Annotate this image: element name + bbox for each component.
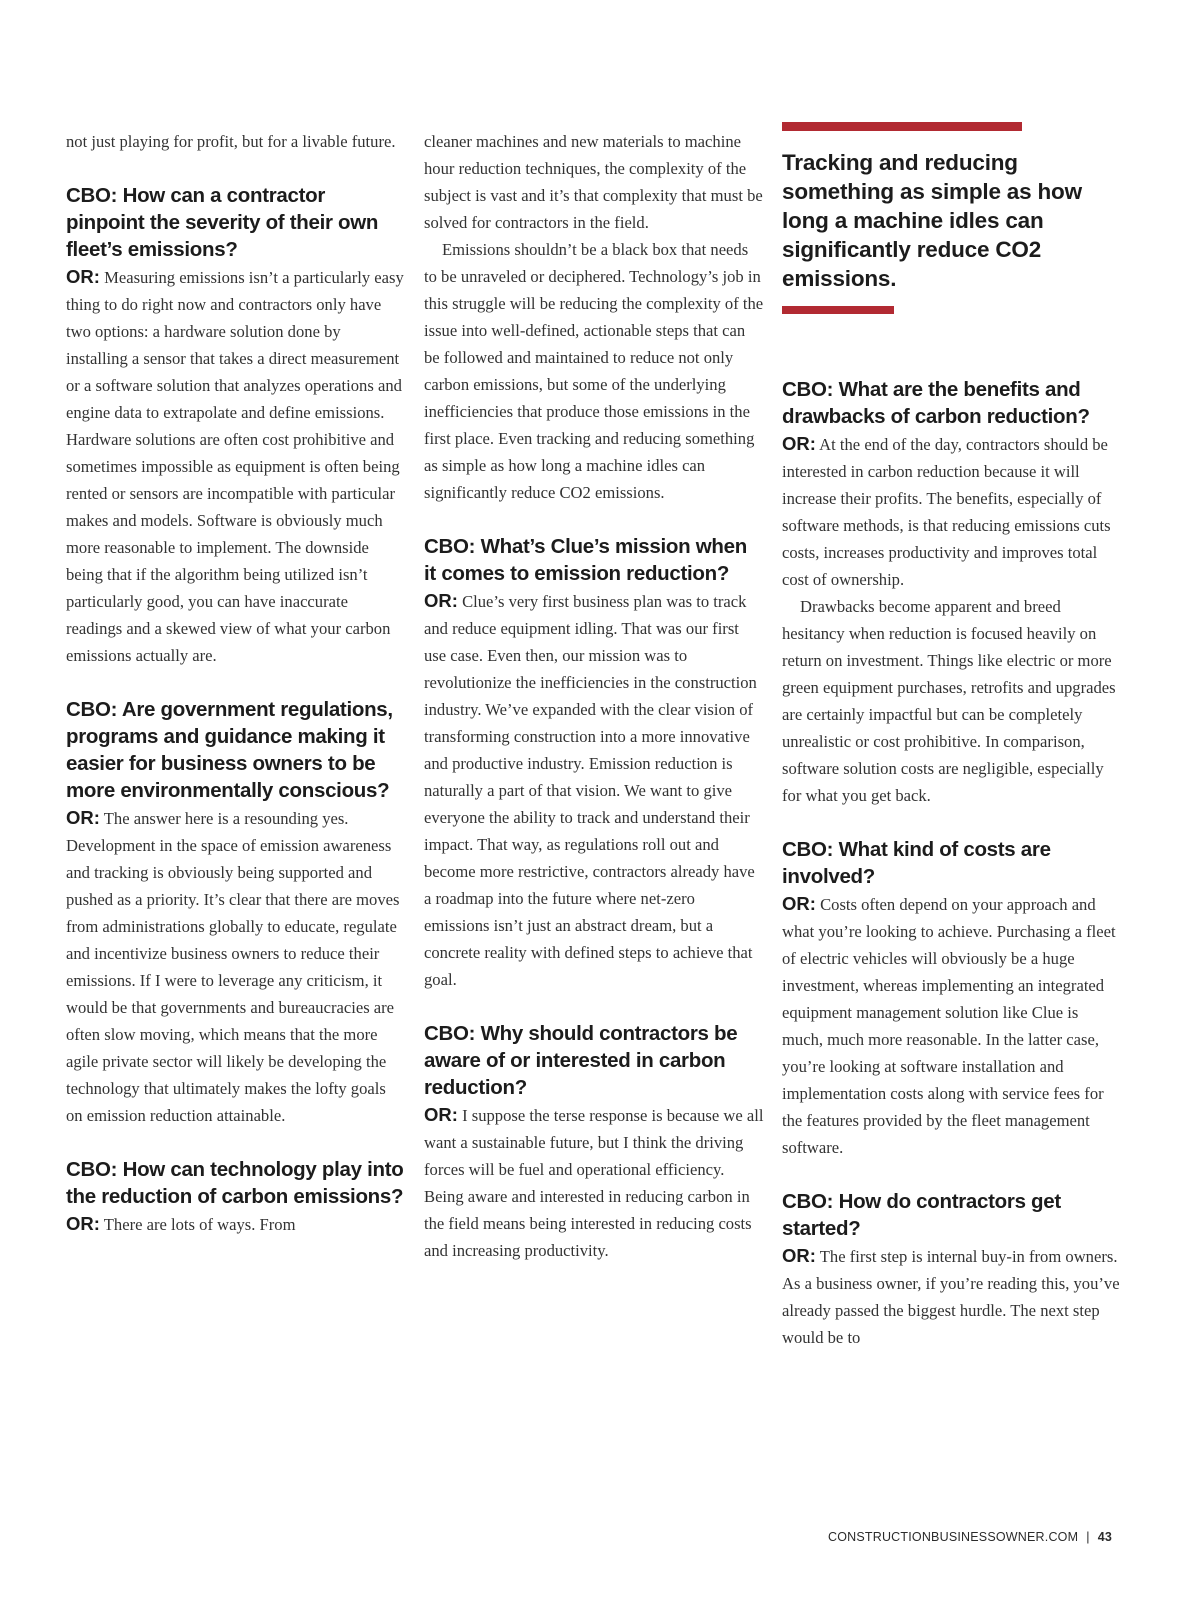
- answer-get-started: [782, 1242, 1122, 1351]
- question-costs: CBO: What kind of costs are involved?: [782, 838, 1051, 888]
- answer-label: OR:: [424, 590, 458, 611]
- answer-label: OR:: [66, 807, 100, 828]
- pullquote-bottom-rule: [782, 306, 894, 314]
- answer-costs: [782, 890, 1122, 1161]
- answer-text: There are lots of ways. From: [103, 1215, 296, 1234]
- drawbacks-paragraph: Drawbacks become apparent and breed hesitancy when reduction is focused heavily on return on investment. Things like electric or more green equipment purchases, retrofits and upgrades are certainly impactful but can be completely unrealistic or cost prohibitive. In comparison, software solution costs are negligible, especially for what you get back.: [782, 597, 1116, 805]
- question-fleet-emissions: CBO: How can a contractor pinpoint the severity of their own fleet’s emissions?: [66, 184, 379, 261]
- answer-text: The answer here is a resounding yes. Development in the space of emission awareness and tracking is obviously being supported and pushed as a priority. It’s clear that there are moves from administrations globally to educate, regulate and incentivize business owners to reduce their emissions. If I were to leverage any criticism, it would be that governments and bureaucracies are often slow moving, which means that the more agile private sector will likely be developing the technology that ultimately makes the lofty goals on emission reduction attainable.: [66, 809, 400, 1125]
- question-technology: CBO: How can technology play into the reduction of carbon emissions?: [66, 1158, 404, 1208]
- answer-text: Clue’s very first business plan was to track and reduce equipment idling. That was our first use case. Even then, our mission was to revolutionize the inefficiencies in the construction industry. We’ve expanded with the clear vision of transforming construction into a more innovative and productive industry. Emission reduction is naturally a part of that vision. We want to give everyone the ability to track and understand their impact. That way, as regulations roll out and become more restrictive, contractors already have a roadmap into the future where net-zero emissions isn’t just an abstract dream, but a concrete reality with defined steps to achieve that goal.: [424, 592, 757, 989]
- pullquote-top-rule: [782, 122, 1022, 131]
- intro-paragraph: not just playing for profit, but for a livable future.: [66, 132, 396, 151]
- black-box-paragraph: Emissions shouldn’t be a black box that needs to be unraveled or deciphered. Technology’s job in this struggle will be reducing the complexity of the issue into well-defined, actionable steps that can be followed and maintained to reduce not only carbon emissions, but some of the underlying inefficiencies that produce those emissions in the first place. Even tracking and reducing something as simple as how long a machine idles can significantly reduce CO2 emissions.: [424, 240, 764, 502]
- answer-text: At the end of the day, contractors should be interested in carbon reduction because it will increase their profits. The benefits, especially of software methods, is that reducing emissions cuts costs, increases productivity and improves total cost of ownership.: [782, 435, 1111, 589]
- technology-continued-paragraph: cleaner machines and new materials to machine hour reduction techniques, the complexity of the subject is vast and it’s that complexity that must be solved for contractors in the field.: [424, 132, 763, 232]
- answer-technology: [66, 1210, 406, 1238]
- page-number: 43: [1097, 1530, 1112, 1544]
- answer-label: OR:: [66, 1213, 100, 1234]
- question-clue-mission: CBO: What’s Clue’s mission when it comes to emission reduction?: [424, 535, 747, 585]
- footer-site: CONSTRUCTIONBUSINESSOWNER.COM: [827, 1530, 1079, 1544]
- column-2: [424, 128, 764, 1264]
- column-1: [66, 128, 406, 1238]
- answer-label: OR:: [66, 266, 100, 287]
- question-benefits-drawbacks: CBO: What are the benefits and drawbacks of carbon reduction?: [782, 378, 1090, 428]
- question-government-regulations: CBO: Are government regulations, programs and guidance making it easier for business owners to be more environmentally conscious?: [66, 698, 393, 802]
- answer-text: Measuring emissions isn’t a particularly easy thing to do right now and contractors only have two options: a hardware solution done by installing a sensor that takes a direct measurement or a software solution that analyzes operations and engine data to extrapolate and define emissions. Hardware solutions are often cost prohibitive and sometimes impossible as equipment is often being rented or sensors are incompatible with particular makes and models. Software is obviously much more reasonable to implement. The downside being that if the algorithm being utilized isn’t particularly good, you can have inaccurate readings and a skewed view of what your carbon emissions actually are.: [66, 268, 404, 665]
- answer-clue-mission: [424, 587, 764, 993]
- answer-label: OR:: [782, 1245, 816, 1266]
- answer-label: OR:: [424, 1104, 458, 1125]
- answer-government-regulations: [66, 804, 406, 1129]
- answer-benefits-drawbacks: [782, 430, 1122, 593]
- question-get-started: CBO: How do contractors get started?: [782, 1190, 1061, 1240]
- answer-text: Costs often depend on your approach and what you’re looking to achieve. Purchasing a fleet of electric vehicles will obviously be a huge investment, whereas implementing an integrated equipment management solution like Clue is much, much more reasonable. In the latter case, you’re looking at software installation and implementation costs along with service fees for the features provided by the fleet management software.: [782, 895, 1116, 1157]
- answer-fleet-emissions: [66, 263, 406, 669]
- column-3: [782, 122, 1122, 1351]
- footer-separator: |: [1086, 1530, 1090, 1544]
- question-why-carbon-reduction: CBO: Why should contractors be aware of or interested in carbon reduction?: [424, 1022, 738, 1099]
- answer-label: OR:: [782, 893, 816, 914]
- answer-text: The first step is internal buy-in from owners. As a business owner, if you’re reading this, you’ve already passed the biggest hurdle. The next step would be to: [782, 1247, 1120, 1347]
- pullquote: Tracking and reducing something as simple as how long a machine idles can significantly reduce CO2 emissions.: [782, 150, 1082, 291]
- answer-why-carbon-reduction: [424, 1101, 764, 1264]
- page-footer: [828, 1530, 1112, 1544]
- answer-label: OR:: [782, 433, 816, 454]
- answer-text: I suppose the terse response is because we all want a sustainable future, but I think the driving forces will be fuel and operational efficiency. Being aware and interested in reducing carbon in the field means being interested in reducing costs and increasing productivity.: [424, 1106, 764, 1260]
